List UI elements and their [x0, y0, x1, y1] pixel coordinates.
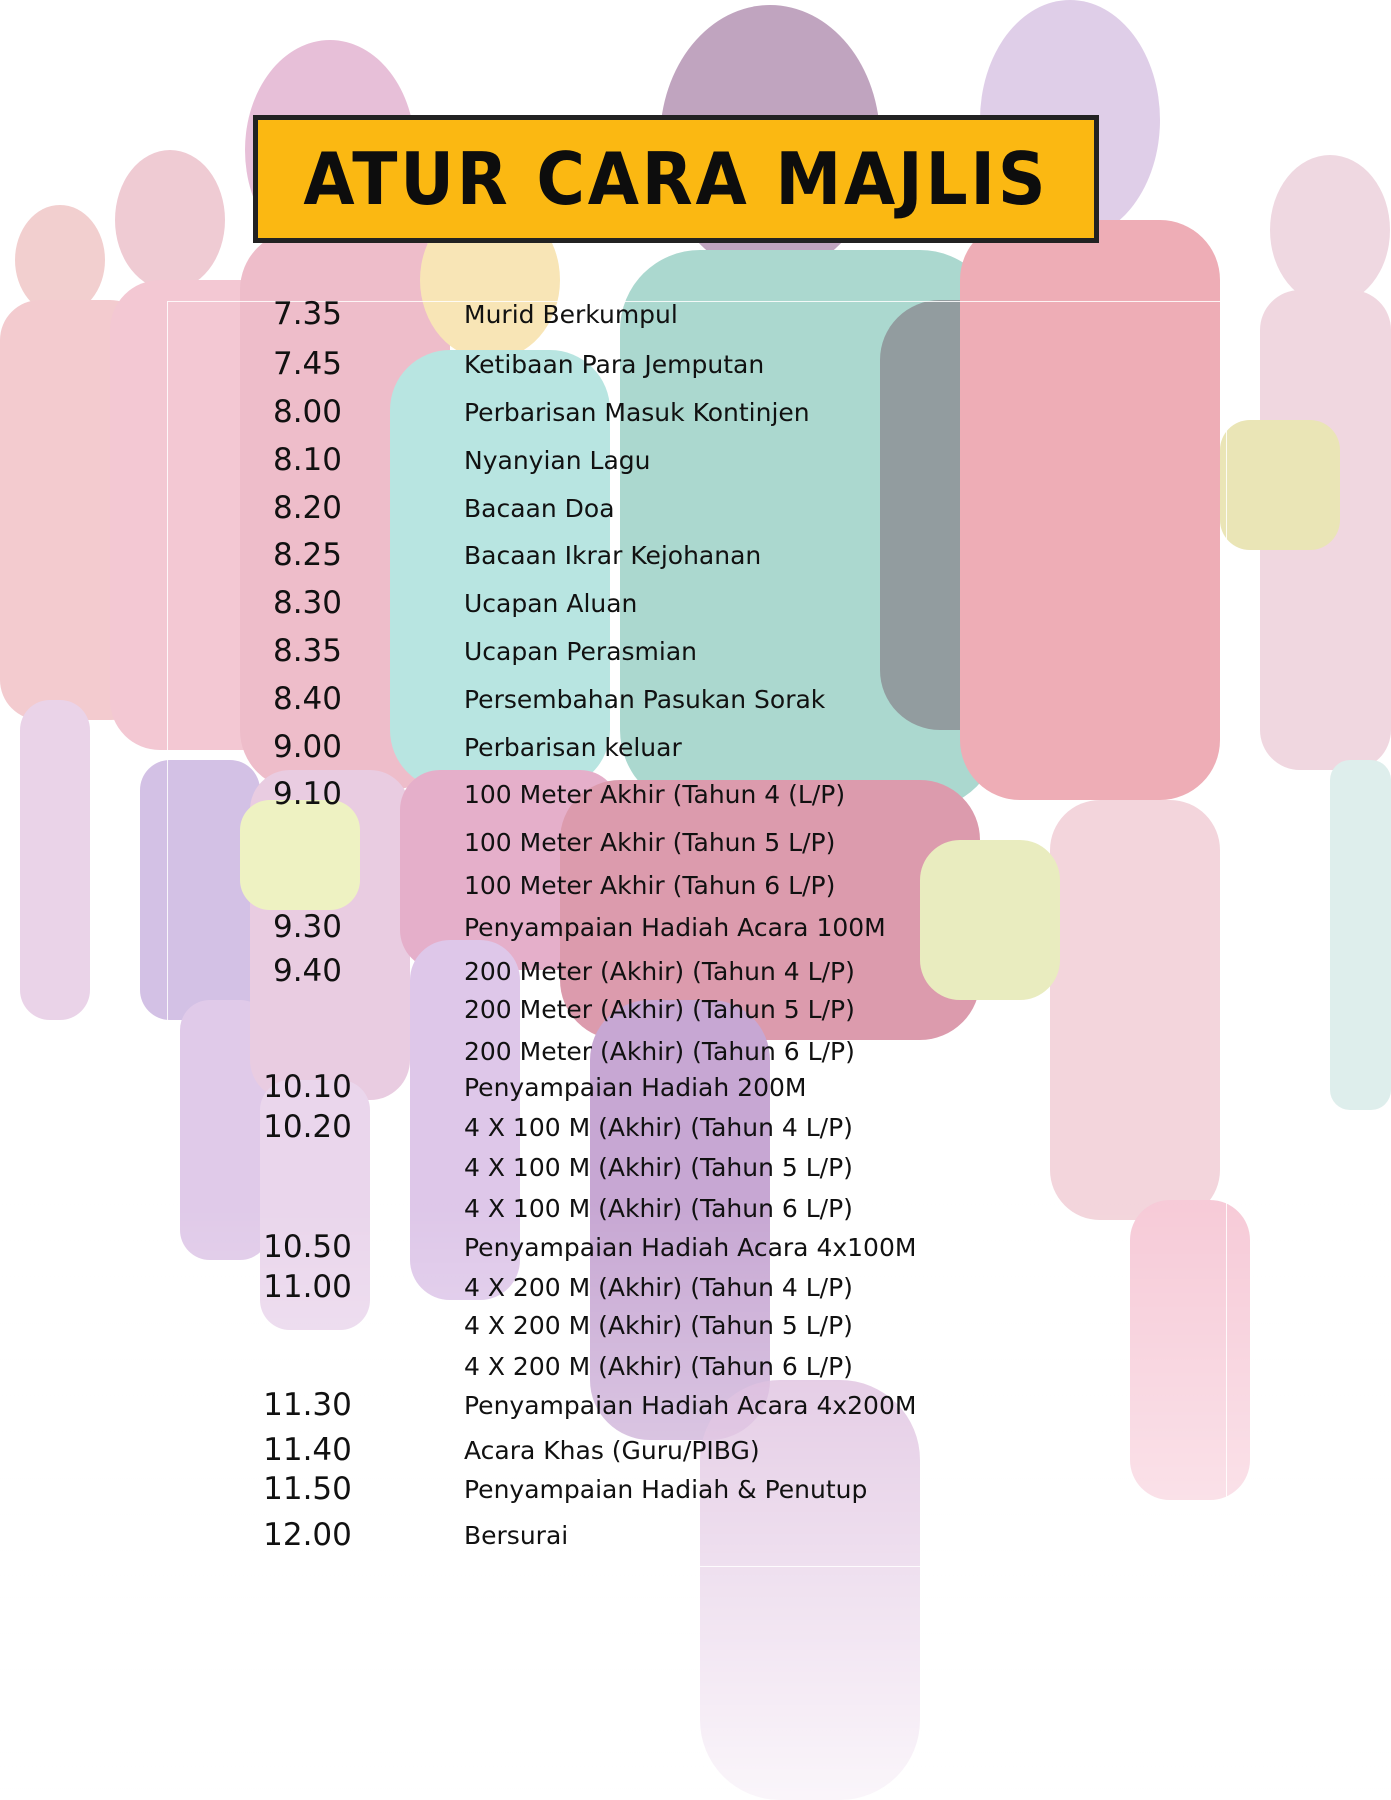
schedule-event: Murid Berkumpul	[464, 300, 678, 329]
schedule-row	[0, 867, 1391, 907]
schedule-time: 8.25	[272, 537, 343, 573]
schedule-row	[0, 1471, 1391, 1511]
schedule-row	[0, 1387, 1391, 1427]
schedule-event: 200 Meter (Akhir) (Tahun 5 L/P)	[464, 995, 855, 1024]
schedule-time: 9.00	[272, 729, 343, 765]
schedule-event: 100 Meter Akhir (Tahun 6 L/P)	[464, 871, 836, 900]
schedule-row	[0, 1149, 1391, 1189]
schedule-event: Ketibaan Para Jemputan	[464, 350, 765, 379]
schedule-row	[0, 633, 1391, 673]
schedule-event: Acara Khas (Guru/PIBG)	[464, 1436, 760, 1465]
schedule-row	[0, 490, 1391, 530]
schedule-event: Ucapan Aluan	[464, 589, 638, 618]
schedule-row	[0, 681, 1391, 721]
schedule-event: Perbarisan keluar	[464, 733, 682, 762]
schedule-event: 200 Meter (Akhir) (Tahun 6 L/P)	[464, 1037, 855, 1066]
schedule-row	[0, 1432, 1391, 1472]
schedule-event: 100 Meter Akhir (Tahun 5 L/P)	[464, 828, 836, 857]
schedule-event: Penyampaian Hadiah Acara 100M	[464, 913, 886, 942]
schedule-time: 9.30	[272, 909, 343, 945]
schedule-row	[0, 1109, 1391, 1149]
schedule-row	[0, 1517, 1391, 1557]
schedule-time: 10.10	[263, 1069, 352, 1105]
schedule-time: 12.00	[263, 1517, 352, 1553]
schedule-event: 4 X 200 M (Akhir) (Tahun 4 L/P)	[464, 1273, 853, 1302]
schedule-event: Perbarisan Masuk Kontinjen	[464, 398, 810, 427]
schedule-row	[0, 346, 1391, 386]
schedule-event: Penyampaian Hadiah Acara 4x200M	[464, 1391, 917, 1420]
schedule-row	[0, 909, 1391, 949]
schedule-row	[0, 394, 1391, 434]
schedule-time: 11.40	[263, 1432, 352, 1468]
schedule-time: 8.35	[272, 633, 343, 669]
schedule-event: 4 X 100 M (Akhir) (Tahun 6 L/P)	[464, 1194, 853, 1223]
schedule-event: Bacaan Ikrar Kejohanan	[464, 541, 762, 570]
schedule-row	[0, 1190, 1391, 1230]
schedule-time: 7.35	[272, 296, 343, 332]
schedule-event: Penyampaian Hadiah & Penutup	[464, 1475, 868, 1504]
schedule-event: 4 X 200 M (Akhir) (Tahun 6 L/P)	[464, 1352, 853, 1381]
schedule-time: 8.30	[272, 585, 343, 621]
page-title: ATUR CARA MAJLIS	[303, 137, 1049, 221]
schedule-row	[0, 585, 1391, 625]
schedule-row	[0, 296, 1391, 336]
schedule-time: 11.30	[263, 1387, 352, 1423]
schedule-row	[0, 991, 1391, 1031]
schedule-time: 8.40	[272, 681, 343, 717]
schedule-time: 9.10	[272, 776, 343, 812]
schedule-event: Penyampaian Hadiah 200M	[464, 1073, 807, 1102]
schedule-time: 11.50	[263, 1471, 352, 1507]
schedule-event: Penyampaian Hadiah Acara 4x100M	[464, 1233, 917, 1262]
schedule-row	[0, 824, 1391, 864]
schedule-time: 7.45	[272, 346, 343, 382]
schedule-event: 4 X 100 M (Akhir) (Tahun 4 L/P)	[464, 1113, 853, 1142]
schedule-row	[0, 442, 1391, 482]
schedule-event: Bacaan Doa	[464, 494, 615, 523]
schedule-row	[0, 1269, 1391, 1309]
schedule-time: 10.20	[263, 1109, 352, 1145]
schedule-row	[0, 1307, 1391, 1347]
schedule-time: 8.10	[272, 442, 343, 478]
schedule-event: 100 Meter Akhir (Tahun 4 (L/P)	[464, 780, 846, 809]
schedule-time: 9.40	[272, 953, 343, 989]
schedule-event: Persembahan Pasukan Sorak	[464, 685, 826, 714]
schedule-event: 200 Meter (Akhir) (Tahun 4 L/P)	[464, 957, 855, 986]
schedule-row	[0, 1069, 1391, 1109]
schedule-row	[0, 537, 1391, 577]
schedule-row	[0, 1033, 1391, 1073]
schedule-row	[0, 1348, 1391, 1388]
schedule-event: 4 X 100 M (Akhir) (Tahun 5 L/P)	[464, 1153, 853, 1182]
schedule-event: Nyanyian Lagu	[464, 446, 651, 475]
schedule-time: 8.20	[272, 490, 343, 526]
schedule-event: Bersurai	[464, 1521, 569, 1550]
schedule-event: 4 X 200 M (Akhir) (Tahun 5 L/P)	[464, 1311, 853, 1340]
schedule-row	[0, 953, 1391, 993]
schedule-row	[0, 1229, 1391, 1269]
schedule-row	[0, 776, 1391, 816]
schedule-event: Ucapan Perasmian	[464, 637, 697, 666]
schedule-time: 10.50	[263, 1229, 352, 1265]
schedule-row	[0, 729, 1391, 769]
schedule-time: 11.00	[263, 1269, 352, 1305]
schedule-time: 8.00	[272, 394, 343, 430]
